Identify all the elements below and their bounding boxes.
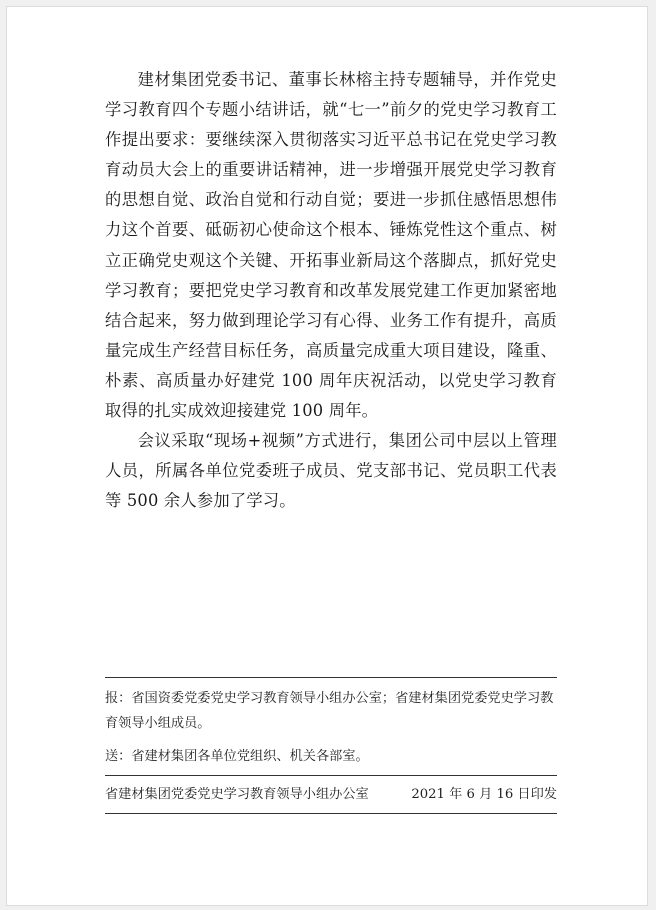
body-paragraph-2: 会议采取“现场+视频”方式进行，集团公司中层以上管理人员，所属各单位党委班子成员、党支部书记、党员职工代表等 500 余人参加了学习。: [105, 431, 557, 511]
issuer-name: 省建材集团党委党史学习教育领导小组办公室: [105, 787, 369, 802]
report-to-line: 报：省国资委党委党史学习教育领导小组办公室；省建材集团党委党史学习教育领导小组成员。: [105, 691, 554, 731]
document-page: [6, 6, 648, 906]
distribution-footer: [105, 677, 557, 814]
document-body: [105, 65, 557, 516]
body-paragraph-1: 建材集团党委书记、董事长林榕主持专题辅导，并作党史学习教育四个专题小结讲话，就“七一”前夕的党史学习教育工作提出要求：要继续深入贯彻落实习近平总书记在党史学习教育动员大会上的重要讲话精神，进一步增强开展党史学习教育的思想自觉、政治自觉和行动自觉；要进一步抓住感悟思想伟力这个首要、砥砺初心使命这个根本、锤炼党性这个重点、树立正确党史观这个关键、开拓事业新局这个落脚点，抓好党史学习教育；要把党史学习教育和改革发展党建工作更加紧密地结合起来，努力做到理论学习有心得、业务工作有提升，高质量完成生产经营目标任务，高质量完成重大项目建设，隆重、朴素、高质量办好建党 100 周年庆祝活动，以党史学习教育取得的扎实成效迎接建党 100 周年。: [105, 70, 557, 421]
issue-date: 2021 年 6 月 16 日印发: [411, 787, 557, 802]
issue-line: [105, 776, 557, 813]
footer-bottom-rule: [105, 813, 557, 814]
send-to-line: 送：省建材集团各单位党组织、机关各部室。: [105, 749, 369, 764]
